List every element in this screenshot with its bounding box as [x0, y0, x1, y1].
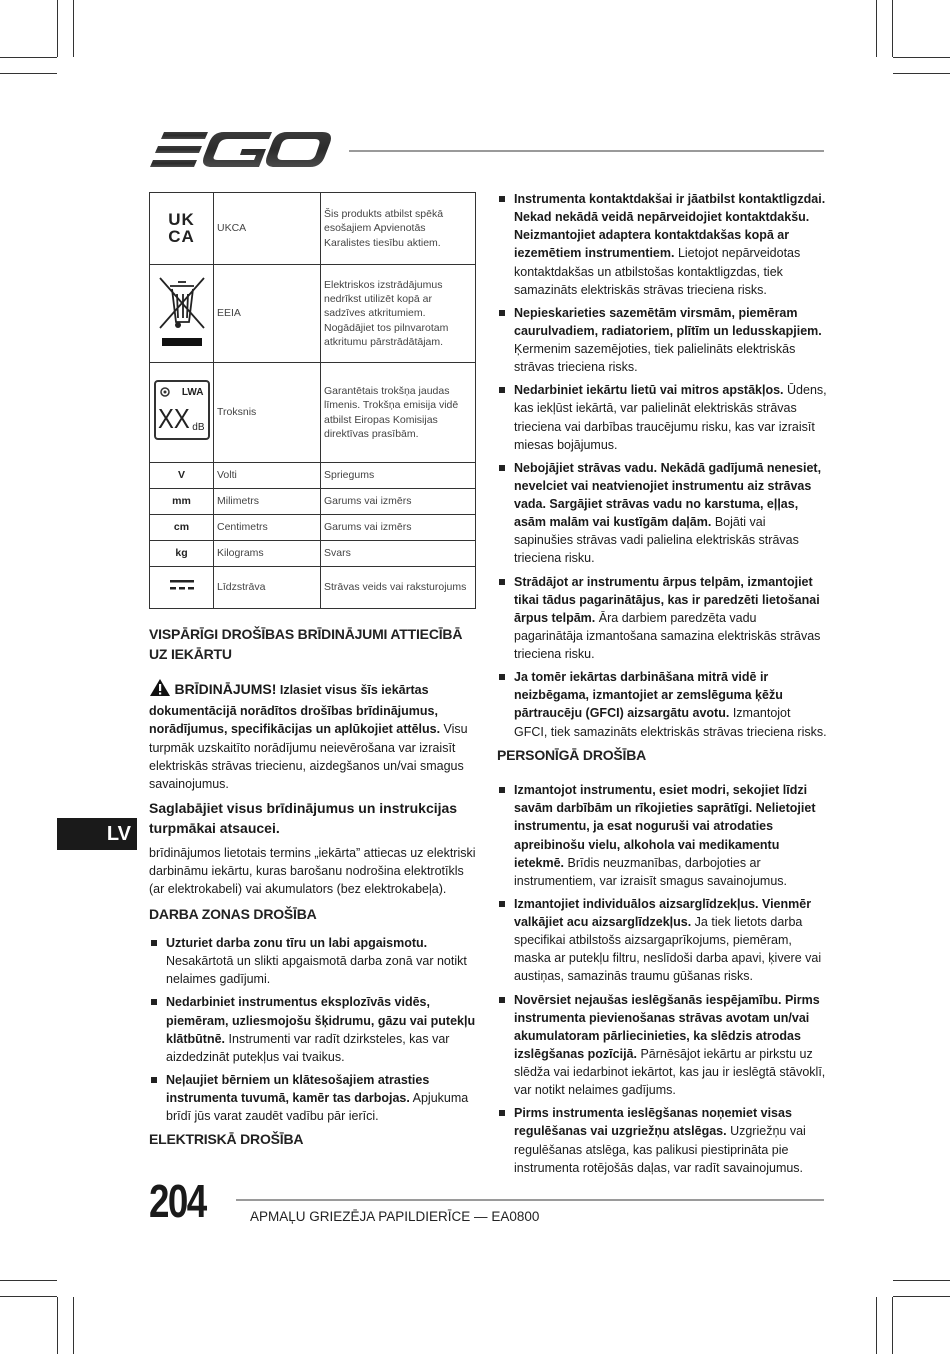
- symbol-name: UKCA: [214, 193, 321, 265]
- noise-value: XX: [157, 402, 190, 434]
- table-row: [150, 541, 476, 567]
- crop-mark: [0, 57, 57, 58]
- page-number: 204: [149, 1175, 206, 1227]
- table-row: [150, 567, 476, 609]
- symbol-description: Garantētais trokšņa jaudas līmenis. Trokšņa emisija vidē atbilst Eiropas Komisijas direktīvas prasībām.: [321, 363, 476, 463]
- ukca-mark-icon: UK CA: [150, 193, 214, 265]
- footer-title: APMAĻU GRIEZĒJA PAPILDIERĪCE — EA0800: [250, 1209, 540, 1224]
- footer-rule: [236, 1199, 824, 1201]
- table-row: [150, 489, 476, 515]
- symbol-name: Līdzstrāva: [214, 567, 321, 609]
- warning-triangle-icon: [149, 678, 171, 702]
- symbol-description: Spriegums: [321, 463, 476, 489]
- table-row: [150, 463, 476, 489]
- symbol-description: Strāvas veids vai raksturojums: [321, 567, 476, 609]
- ego-logo: [150, 128, 332, 172]
- list-item: Neļaujiet bērniem un klātesošajiem atrasties instrumenta tuvumā, kamēr tas darbojas. Apjukuma brīdī jūs varat zaudēt vadību pār ierīci.: [149, 1071, 476, 1125]
- personal-safety-list: [497, 781, 827, 1177]
- list-item: Ja tomēr iekārtas darbināšana mitrā vidē ir neizbēgama, izmantojiet ar zemslēguma ķēžu pārtraucēju (GFCI) aizsargātu avotu. Izmantojot GFCI, tiek samazināts elektriskās strāvas trieciena risks.: [497, 668, 827, 741]
- symbol-name: Volti: [214, 463, 321, 489]
- symbol-description: Svars: [321, 541, 476, 567]
- language-tab: LV: [57, 818, 137, 850]
- list-item: Nedarbiniet instrumentus eksplozīvās vidēs, piemēram, uzliesmojošu šķidrumu, gāzu vai putekļu klātbūtnē. Instrumenti var radīt dzirksteles, kas var aizdedzināt putekļus vai tvaikus.: [149, 993, 476, 1066]
- crop-mark: [73, 0, 74, 57]
- sound-power-icon: [150, 363, 214, 463]
- symbol-abbrev: cm: [150, 515, 214, 541]
- list-item: Nedarbiniet iekārtu lietū vai mitros apstākļos. Ūdens, kas iekļūst iekārtā, var palielināt elektriskās strāvas trieciena vai darbības traucējumu risku, kas var izraisīt miesas bojājumus.: [497, 381, 827, 454]
- symbol-description: Elektriskos izstrādājumus nedrīkst utilizēt kopā ar sadzīves atkritumiem. Nogādājiet tos pilnvarotam atkritumu pārstrādātājam.: [321, 265, 476, 363]
- crop-mark: [73, 1297, 74, 1354]
- symbol-description: Garums vai izmērs: [321, 515, 476, 541]
- section-heading-work-area: DARBA ZONAS DROŠĪBA: [149, 905, 317, 922]
- symbol-abbrev: V: [150, 463, 214, 489]
- table-row: [150, 193, 476, 265]
- symbol-abbrev: mm: [150, 489, 214, 515]
- list-item: Instrumenta kontaktdakšai ir jāatbilst kontaktligzdai. Nekad nekādā veidā nepārveidojiet kontaktdakšu. Neizmantojiet adaptera kontaktdakšas kopā ar iezemētiem instrumentiem. Lietojot nepārveidotas kontaktdakšas un atbilstošas kontaktligzdas, tiek samazināts elektriskās strāvas trieciena risks.: [497, 190, 827, 299]
- crop-mark: [0, 1296, 57, 1297]
- weee-bin-icon: [150, 265, 214, 363]
- section-heading-general: VISPĀRĪGI DROŠĪBAS BRĪDINĀJUMI ATTIECĪBĀ UZ IEKĀRTU: [149, 626, 463, 662]
- crop-mark: [57, 0, 58, 57]
- crop-mark: [892, 0, 893, 57]
- speaker-icon: [159, 385, 173, 399]
- symbol-description: Garums vai izmērs: [321, 489, 476, 515]
- section-heading-personal: PERSONĪGĀ DROŠĪBA: [497, 746, 647, 763]
- symbols-table: [149, 192, 476, 609]
- section-heading-electrical: ELEKTRISKĀ DROŠĪBA: [149, 1131, 304, 1148]
- warning-bold-text: Izlasiet visus šīs iekārtas dokumentācijā norādītos drošības brīdinājumus, norādījumus, specifikācijas un aplūkojiet attēlus.: [149, 683, 441, 737]
- work-area-list: [149, 934, 476, 1125]
- save-instructions: Saglabājiet visus brīdinājumus un instrukcijas turpmākai atsaucei.: [149, 799, 458, 836]
- table-row: [150, 265, 476, 363]
- list-item: Nebojājiet strāvas vadu. Nekādā gadījumā nenesiet, nevelciet vai neatvienojiet instrumentu aiz strāvas vada. Sargājiet strāvas vadu no karstuma, eļļas, asām malām vai kustīgām daļām. Bojāti vai sapinušies strāvas vadi palielina elektriskās strāvas trieciena risku.: [497, 459, 827, 568]
- list-item: Novērsiet nejaušas ieslēgšanās iespējamību. Pirms instrumenta pievienošanas strāvas avotam un/vai akumulatoram pārliecinieties, ka slēdzis atrodas izslēgšanas pozīcijā. Pārnēsājot iekārtu ar pirkstu uz slēdža vai iedarbinot iekārtot, kas jau ir ieslēgtā stāvoklī, var notikt nelaimes gadījums.: [497, 991, 827, 1100]
- warning-label: BRĪDINĀJUMS!: [174, 681, 277, 698]
- list-item: Izmantojot instrumentu, esiet modri, sekojiet līdzi savām darbībām un rīkojieties saprātīgi. Nelietojiet instrumentu, ja esat noguruši vai atrodaties apreibinošu vielu, alkohola vai medikamentu ietekmē. Brīdis neuzmanības, darbojoties ar instrumentiem, var izraisīt smagus savainojumus.: [497, 781, 827, 890]
- header-rule: [349, 150, 824, 152]
- warning-text: Visu turpmāk uzskaitīto norādījumu neievērošana var izraisīt elektriskās strāvas triecienu, aizdegšanos un/vai smagus savainojumus.: [149, 722, 468, 791]
- table-row: [150, 363, 476, 463]
- left-column: [149, 192, 476, 1150]
- dc-icon: [150, 567, 214, 609]
- crop-mark: [0, 73, 57, 74]
- symbol-name: Troksnis: [214, 363, 321, 463]
- list-item: Uzturiet darba zonu tīru un labi apgaismotu. Nesakārtotā un slikti apgaismotā darba zonā var notikt nelaimes gadījumi.: [149, 934, 476, 988]
- list-item: Pirms instrumenta ieslēgšanas noņemiet visas regulēšanas vai uzgriežņu atslēgas. Uzgriežņu vai regulēšanas atslēga, kas palikusi piestiprināta pie instrumenta rotējošās daļas, var radīt savainojumus.: [497, 1104, 827, 1177]
- db-unit: dB: [192, 421, 205, 433]
- symbol-description: Šis produkts atbilst spēkā esošajiem Apvienotās Karalistes tiesību aktiem.: [321, 193, 476, 265]
- crop-mark: [57, 1297, 58, 1354]
- list-item: Strādājot ar instrumentu ārpus telpām, izmantojiet tikai tādus pagarinātājus, kas ir paredzēti lietošanai ārpus telpām. Āra darbiem paredzēta vadu pagarinātāja izmantošana samazina elektriskās strāvas trieciena risku.: [497, 573, 827, 664]
- crop-mark: [893, 1280, 950, 1281]
- crop-mark: [893, 1296, 950, 1297]
- symbol-name: Milimetrs: [214, 489, 321, 515]
- symbol-name: Centimetrs: [214, 515, 321, 541]
- symbol-name: EEIA: [214, 265, 321, 363]
- crop-mark: [876, 0, 877, 57]
- warning-paragraph: [149, 678, 476, 793]
- list-item: Izmantojiet individuālos aizsarglīdzekļus. Vienmēr valkājiet acu aizsarglīdzekļus. Ja tiek lietots darba specifikai atbilstošs aizsargaprīkojums, piemēram, maska ar putekļu filtru, neslīdoši darba apavi, ķivere vai austiņas, samazinās traumu gūšanas risks.: [497, 895, 827, 986]
- crop-mark: [876, 1297, 877, 1354]
- electrical-safety-list: [497, 190, 827, 741]
- crop-mark: [893, 73, 950, 74]
- right-column: [497, 190, 827, 1182]
- lwa-label: LWA: [181, 387, 204, 399]
- symbol-abbrev: kg: [150, 541, 214, 567]
- crop-mark: [0, 1280, 57, 1281]
- crop-mark: [892, 1297, 893, 1354]
- symbol-name: Kilograms: [214, 541, 321, 567]
- term-definition: brīdinājumos lietotais termins „iekārta” attiecas uz elektriski darbināmu iekārtu, kuras barošanu nodrošina elektrotīkls (ar elektrokabeli) vai akumulators (bez elektrokabeļa).: [149, 846, 476, 897]
- list-item: Nepieskarieties sazemētām virsmām, piemēram caurulvadiem, radiatoriem, plītīm un ledusskapjiem. Ķermenim sazemējoties, tiek palielināts elektriskās strāvas trieciena risks.: [497, 304, 827, 377]
- crop-mark: [893, 57, 950, 58]
- table-row: [150, 515, 476, 541]
